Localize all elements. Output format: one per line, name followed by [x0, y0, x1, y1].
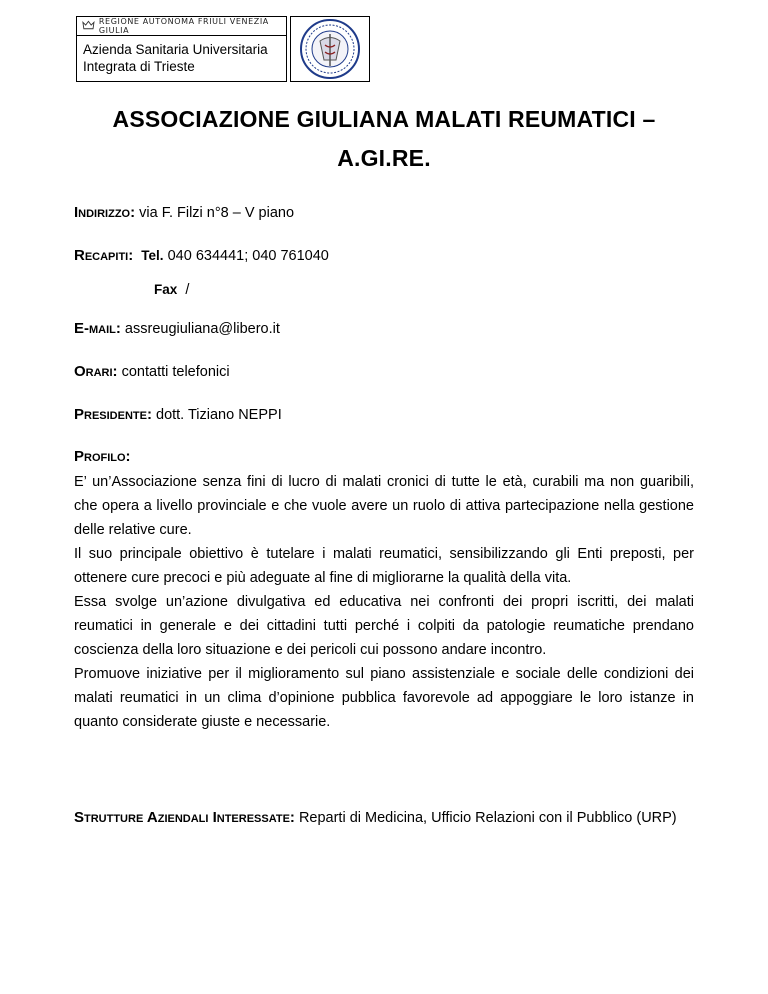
document-title-line1: ASSOCIAZIONE GIULIANA MALATI REUMATICI – — [112, 106, 656, 132]
presidente-label: Presidente: — [74, 406, 152, 423]
indirizzo-value: via F. Filzi n°8 – V piano — [139, 205, 295, 221]
strutture-label: Strutture Aziendali Interessate: — [74, 809, 295, 826]
fax-value: / — [185, 282, 190, 298]
indirizzo-label: Indirizzo: — [74, 204, 136, 221]
university-seal-icon — [290, 16, 370, 82]
region-name: REGIONE AUTONOMA FRIULI VENEZIA GIULIA — [98, 17, 269, 35]
profilo-paragraph: Promuove iniziative per il miglioramento sul piano assistenziale e sociale delle condizioni dei malati reumatici in un clima d’opinione pubblica favorevole ad appoggiare le loro istanze in quanto considerate giuste e necessarie. — [74, 666, 694, 730]
recapiti-row — [74, 247, 329, 264]
fax-row — [154, 282, 189, 298]
orari-row — [74, 363, 230, 380]
presidente-value: dott. Tiziano NEPPI — [156, 407, 282, 423]
orari-label: Orari: — [74, 363, 118, 380]
profilo-paragraph: Il suo principale obiettivo è tutelare i malati reumatici, sensibilizzando gli Enti preposti, per ottenere cure precoci e più adeguate al fine di migliorarne la qualità della vita. — [74, 546, 694, 586]
presidente-row — [74, 406, 282, 423]
email-value[interactable]: assreugiuliana@libero.it — [124, 321, 280, 337]
agency-logo — [76, 16, 287, 82]
tel-value: 040 634441; 040 761040 — [167, 248, 329, 264]
profilo-body — [74, 470, 694, 734]
tel-label: Tel. — [141, 248, 164, 263]
email-row — [74, 320, 280, 337]
fax-label: Fax — [154, 282, 178, 297]
agency-name-line1: Azienda Sanitaria Universitaria — [83, 42, 268, 57]
profilo-label: Profilo: — [74, 448, 131, 465]
profilo-paragraph: E’ un’Associazione senza fini di lucro di malati cronici di tutte le età, curabili ma non guaribili, che opera a livello provinciale e che vuole avere un ruolo di attiva partecipazione nella gestione delle relative cure. — [74, 474, 694, 538]
indirizzo-row — [74, 204, 294, 221]
profilo-paragraph: Essa svolge un’azione divulgativa ed educativa nei confronti dei propri iscritti, dei malati reumatici in generale e dei cittadini tutti perché i colpiti da patologie reumatiche prendano coscienza della loro situazione e dei pericoli cui possono andare incontro. — [74, 594, 694, 658]
orari-value: contatti telefonici — [121, 364, 230, 380]
strutture-block — [74, 806, 694, 830]
region-eagle-icon — [82, 20, 95, 32]
document-title-line2: A.GI.RE. — [337, 145, 431, 171]
agency-name-line2: Integrata di Trieste — [83, 59, 195, 74]
email-label: E-mail: — [74, 320, 121, 337]
profilo-row — [74, 448, 131, 465]
region-strip — [77, 17, 286, 36]
recapiti-label: Recapiti: — [74, 247, 134, 264]
strutture-value: Reparti di Medicina, Ufficio Relazioni con il Pubblico (URP) — [298, 810, 677, 826]
